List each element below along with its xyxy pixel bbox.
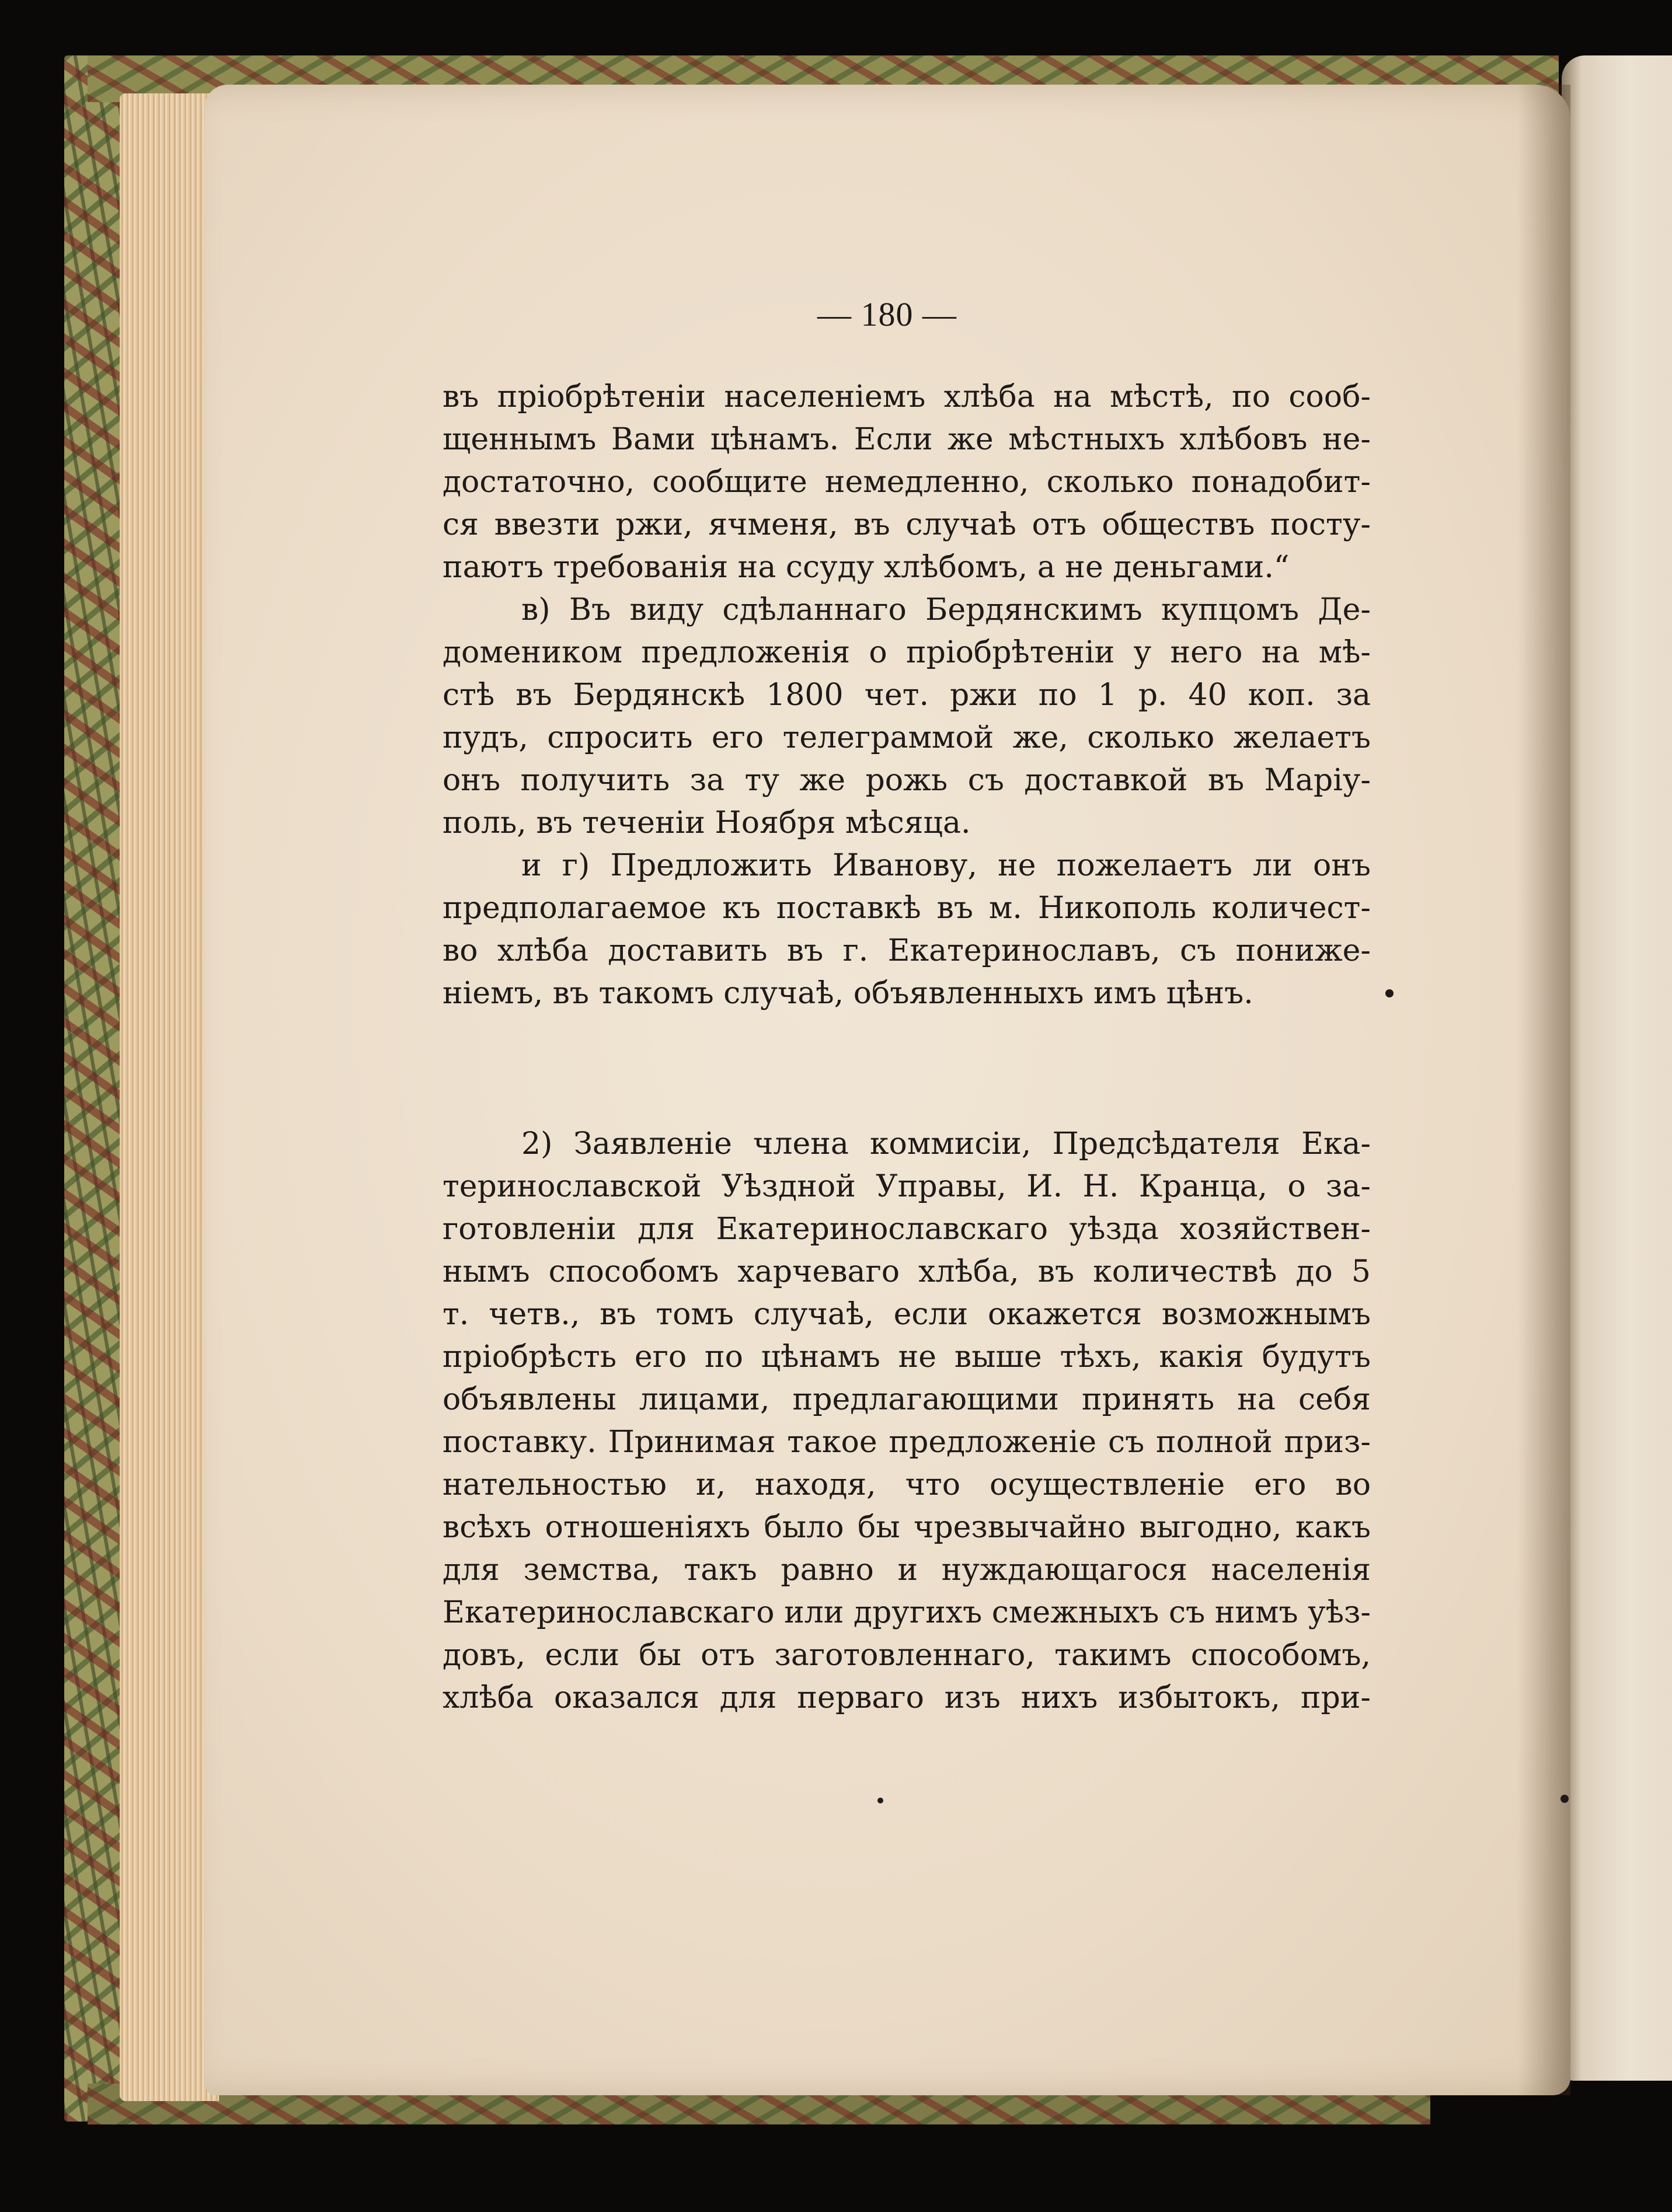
text-line: онъ получить за ту же рожь съ доставкой въ Маріу- xyxy=(443,763,1371,798)
text-line: щеннымъ Вами цѣнамъ. Если же мѣстныхъ хлѣбовъ не- xyxy=(443,422,1371,457)
text-line: во хлѣба доставить въ г. Екатеринославъ, съ пониже- xyxy=(443,933,1371,968)
text-line: въ пріобрѣтеніи населеніемъ хлѣба на мѣстѣ, по сооб- xyxy=(443,379,1371,414)
text-line: довъ, если бы отъ заготовленнаго, такимъ способомъ, xyxy=(443,1638,1371,1673)
text-line: в) Въ виду сдѣланнаго Бердянскимъ купцомъ Де- xyxy=(521,592,1371,627)
text-line: теринославской Уѣздной Управы, И. Н. Кранца, о за- xyxy=(443,1169,1371,1204)
text-line: для земства, такъ равно и нуждающагося населенія xyxy=(443,1552,1371,1588)
text-line: ся ввезти ржи, ячменя, въ случаѣ отъ обществъ посту- xyxy=(443,507,1371,542)
text-line: готовленіи для Екатеринославскаго уѣзда хозяйствен- xyxy=(443,1212,1371,1247)
text-line: нымъ способомъ харчеваго хлѣба, въ количествѣ до 5 xyxy=(443,1254,1371,1289)
text-line: Екатеринославскаго или другихъ смежныхъ съ нимъ уѣз- xyxy=(443,1595,1371,1630)
spine-shadow xyxy=(1518,85,1570,2095)
text-line: пудъ, спросить его телеграммой же, сколько желаетъ xyxy=(443,720,1371,755)
text-line: всѣхъ отношеніяхъ было бы чрезвычайно выгодно, какъ xyxy=(443,1510,1371,1545)
text-line: 2) Заявленіе члена коммисіи, Предсѣдателя Ека- xyxy=(521,1126,1371,1161)
text-line: поставку. Принимая такое предложеніе съ полной приз- xyxy=(443,1425,1371,1460)
facing-page-edge xyxy=(1562,55,1672,2081)
text-line: достаточно, сообщите немедленно, сколько понадобит- xyxy=(443,465,1371,500)
text-line: домеником предложенія о пріобрѣтеніи у него на мѣ- xyxy=(443,635,1371,670)
text-line: и г) Предложить Иванову, не пожелаетъ ли онъ xyxy=(521,848,1371,883)
ink-speck xyxy=(1560,1795,1569,1803)
text-line: т. четв., въ томъ случаѣ, если окажется возможнымъ xyxy=(443,1297,1371,1332)
text-line: предполагаемое къ поставкѣ въ м. Никополь количест- xyxy=(443,891,1371,926)
ink-speck xyxy=(1385,989,1394,997)
ink-speck xyxy=(877,1798,883,1803)
text-line: объявлены лицами, предлагающими принять на себя xyxy=(443,1382,1371,1417)
text-line: пріобрѣсть его по цѣнамъ не выше тѣхъ, какія будутъ xyxy=(443,1339,1371,1374)
text-line: ніемъ, въ такомъ случаѣ, объявленныхъ имъ цѣнъ. xyxy=(443,976,1253,1011)
page-number: — 180 — xyxy=(817,295,957,333)
text-line: стѣ въ Бердянскѣ 1800 чет. ржи по 1 р. 40 коп. за xyxy=(443,678,1371,713)
text-line: поль, въ теченіи Ноября мѣсяца. xyxy=(443,805,971,840)
text-line: паютъ требованія на ссуду хлѣбомъ, а не деньгами.“ xyxy=(443,550,1290,585)
text-line: хлѣба оказался для перваго изъ нихъ избытокъ, при- xyxy=(443,1680,1371,1715)
text-line: нательностью и, находя, что осуществленіе его во xyxy=(443,1467,1371,1502)
